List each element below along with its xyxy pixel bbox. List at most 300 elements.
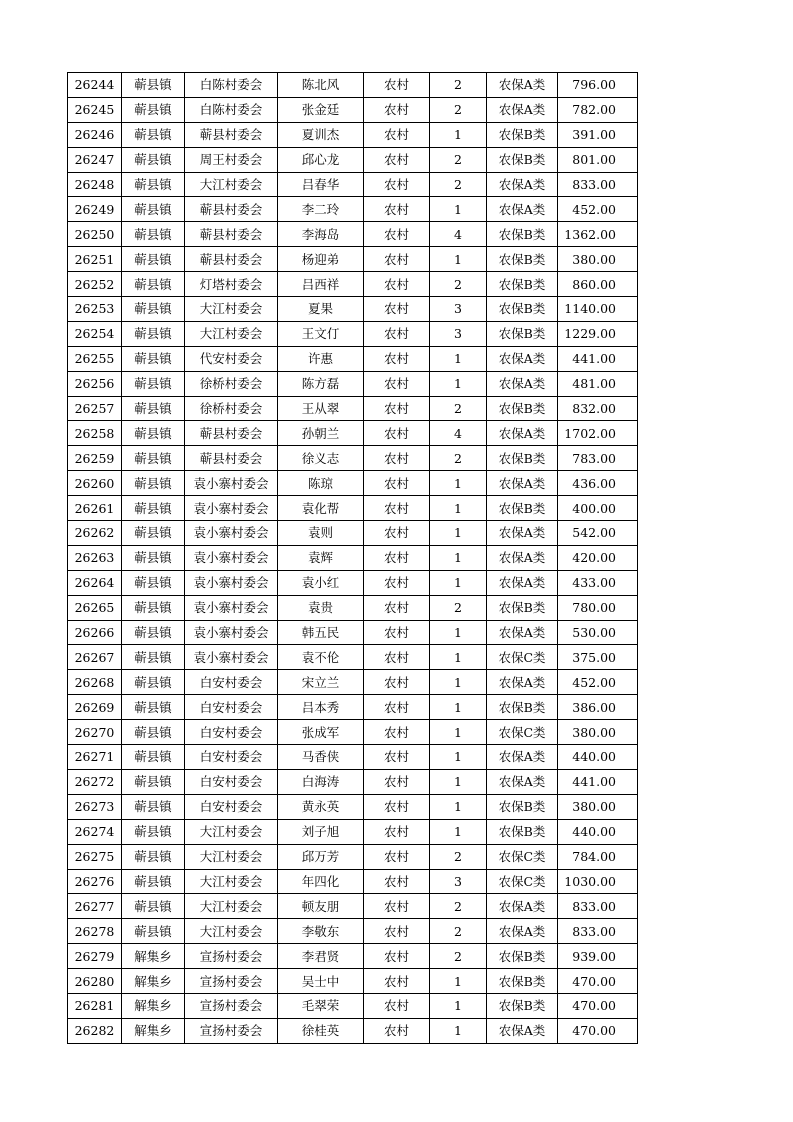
insurance-category-cell: 农保A类 [487,521,558,546]
household-type-cell: 农村 [364,421,430,446]
table-row [68,844,638,869]
household-type-cell: 农村 [364,247,430,272]
insurance-category-cell: 农保A类 [487,471,558,496]
township-cell: 蕲县镇 [122,272,185,297]
household-type-cell: 农村 [364,222,430,247]
table-row [68,396,638,421]
amount-cell: 420.00 [558,545,638,570]
amount-cell: 1702.00 [558,421,638,446]
household-size-cell: 2 [430,919,487,944]
household-size-cell: 1 [430,570,487,595]
household-type-cell: 农村 [364,670,430,695]
household-size-cell: 1 [430,247,487,272]
amount-cell: 440.00 [558,745,638,770]
township-cell: 蕲县镇 [122,869,185,894]
person-name-cell: 吕本秀 [278,695,364,720]
serial-number-cell: 26267 [68,645,122,670]
person-name-cell: 夏果 [278,297,364,322]
village-committee-cell: 白安村委会 [185,794,278,819]
serial-number-cell: 26276 [68,869,122,894]
amount-cell: 470.00 [558,969,638,994]
serial-number-cell: 26255 [68,346,122,371]
household-size-cell: 3 [430,321,487,346]
household-size-cell: 1 [430,197,487,222]
insurance-category-cell: 农保A类 [487,919,558,944]
amount-cell: 1362.00 [558,222,638,247]
person-name-cell: 袁小红 [278,570,364,595]
village-committee-cell: 白安村委会 [185,720,278,745]
serial-number-cell: 26282 [68,1018,122,1043]
household-type-cell: 农村 [364,297,430,322]
table-row [68,496,638,521]
household-type-cell: 农村 [364,844,430,869]
household-size-cell: 2 [430,894,487,919]
household-size-cell: 2 [430,172,487,197]
insurance-category-cell: 农保B类 [487,122,558,147]
serial-number-cell: 26245 [68,97,122,122]
amount-cell: 386.00 [558,695,638,720]
household-type-cell: 农村 [364,794,430,819]
township-cell: 蕲县镇 [122,720,185,745]
household-type-cell: 农村 [364,769,430,794]
serial-number-cell: 26250 [68,222,122,247]
serial-number-cell: 26262 [68,521,122,546]
records-body [68,73,638,1044]
person-name-cell: 袁贵 [278,595,364,620]
township-cell: 解集乡 [122,993,185,1018]
serial-number-cell: 26269 [68,695,122,720]
township-cell: 蕲县镇 [122,471,185,496]
serial-number-cell: 26251 [68,247,122,272]
household-type-cell: 农村 [364,471,430,496]
person-name-cell: 夏训杰 [278,122,364,147]
village-committee-cell: 大江村委会 [185,297,278,322]
person-name-cell: 白海涛 [278,769,364,794]
village-committee-cell: 袁小寨村委会 [185,521,278,546]
amount-cell: 452.00 [558,670,638,695]
household-size-cell: 1 [430,620,487,645]
person-name-cell: 刘子旭 [278,819,364,844]
household-type-cell: 农村 [364,595,430,620]
village-committee-cell: 白陈村委会 [185,97,278,122]
township-cell: 蕲县镇 [122,620,185,645]
amount-cell: 833.00 [558,172,638,197]
insurance-category-cell: 农保A类 [487,620,558,645]
village-committee-cell: 袁小寨村委会 [185,645,278,670]
household-size-cell: 1 [430,521,487,546]
table-row [68,247,638,272]
person-name-cell: 吴士中 [278,969,364,994]
village-committee-cell: 袁小寨村委会 [185,595,278,620]
household-size-cell: 1 [430,371,487,396]
serial-number-cell: 26260 [68,471,122,496]
household-type-cell: 农村 [364,819,430,844]
serial-number-cell: 26244 [68,73,122,98]
person-name-cell: 张金廷 [278,97,364,122]
table-row [68,471,638,496]
village-committee-cell: 袁小寨村委会 [185,620,278,645]
serial-number-cell: 26280 [68,969,122,994]
household-size-cell: 1 [430,1018,487,1043]
serial-number-cell: 26261 [68,496,122,521]
person-name-cell: 陈琼 [278,471,364,496]
amount-cell: 780.00 [558,595,638,620]
serial-number-cell: 26268 [68,670,122,695]
amount-cell: 801.00 [558,147,638,172]
township-cell: 蕲县镇 [122,421,185,446]
household-size-cell: 1 [430,645,487,670]
township-cell: 蕲县镇 [122,172,185,197]
person-name-cell: 杨迎弟 [278,247,364,272]
amount-cell: 380.00 [558,794,638,819]
amount-cell: 1229.00 [558,321,638,346]
serial-number-cell: 26253 [68,297,122,322]
village-committee-cell: 大江村委会 [185,172,278,197]
insurance-category-cell: 农保B类 [487,993,558,1018]
table-row [68,222,638,247]
table-row [68,969,638,994]
serial-number-cell: 26279 [68,944,122,969]
household-size-cell: 2 [430,595,487,620]
person-name-cell: 孙朝兰 [278,421,364,446]
household-size-cell: 1 [430,122,487,147]
township-cell: 蕲县镇 [122,371,185,396]
household-size-cell: 2 [430,147,487,172]
township-cell: 蕲县镇 [122,297,185,322]
table-row [68,695,638,720]
table-row [68,794,638,819]
serial-number-cell: 26270 [68,720,122,745]
township-cell: 蕲县镇 [122,247,185,272]
table-row [68,869,638,894]
village-committee-cell: 蕲县村委会 [185,222,278,247]
serial-number-cell: 26274 [68,819,122,844]
household-size-cell: 1 [430,769,487,794]
table-row [68,745,638,770]
household-size-cell: 3 [430,297,487,322]
township-cell: 蕲县镇 [122,794,185,819]
township-cell: 蕲县镇 [122,496,185,521]
insurance-category-cell: 农保A类 [487,545,558,570]
amount-cell: 542.00 [558,521,638,546]
amount-cell: 452.00 [558,197,638,222]
amount-cell: 470.00 [558,1018,638,1043]
household-size-cell: 1 [430,720,487,745]
insurance-category-cell: 农保B类 [487,496,558,521]
household-size-cell: 1 [430,819,487,844]
table-row [68,819,638,844]
table-row [68,720,638,745]
serial-number-cell: 26265 [68,595,122,620]
household-type-cell: 农村 [364,321,430,346]
village-committee-cell: 灯塔村委会 [185,272,278,297]
township-cell: 蕲县镇 [122,894,185,919]
person-name-cell: 马香侠 [278,745,364,770]
insurance-category-cell: 农保B类 [487,222,558,247]
township-cell: 蕲县镇 [122,645,185,670]
household-type-cell: 农村 [364,73,430,98]
household-size-cell: 1 [430,745,487,770]
amount-cell: 380.00 [558,247,638,272]
serial-number-cell: 26246 [68,122,122,147]
person-name-cell: 韩五民 [278,620,364,645]
village-committee-cell: 蕲县村委会 [185,421,278,446]
serial-number-cell: 26257 [68,396,122,421]
serial-number-cell: 26259 [68,446,122,471]
township-cell: 蕲县镇 [122,346,185,371]
household-size-cell: 1 [430,695,487,720]
village-committee-cell: 大江村委会 [185,919,278,944]
village-committee-cell: 蕲县村委会 [185,247,278,272]
amount-cell: 832.00 [558,396,638,421]
township-cell: 蕲县镇 [122,197,185,222]
household-type-cell: 农村 [364,346,430,371]
person-name-cell: 黄永英 [278,794,364,819]
township-cell: 解集乡 [122,1018,185,1043]
serial-number-cell: 26275 [68,844,122,869]
table-row [68,1018,638,1043]
insurance-category-cell: 农保A类 [487,421,558,446]
serial-number-cell: 26277 [68,894,122,919]
amount-cell: 833.00 [558,919,638,944]
amount-cell: 860.00 [558,272,638,297]
household-type-cell: 农村 [364,197,430,222]
village-committee-cell: 宣扬村委会 [185,944,278,969]
amount-cell: 441.00 [558,346,638,371]
table-row [68,97,638,122]
household-type-cell: 农村 [364,969,430,994]
household-size-cell: 1 [430,794,487,819]
household-size-cell: 2 [430,272,487,297]
village-committee-cell: 袁小寨村委会 [185,570,278,595]
amount-cell: 784.00 [558,844,638,869]
table-row [68,297,638,322]
insurance-category-cell: 农保A类 [487,172,558,197]
household-size-cell: 2 [430,73,487,98]
person-name-cell: 袁则 [278,521,364,546]
household-size-cell: 1 [430,670,487,695]
table-row [68,545,638,570]
insurance-category-cell: 农保A类 [487,745,558,770]
serial-number-cell: 26258 [68,421,122,446]
household-type-cell: 农村 [364,446,430,471]
insurance-category-cell: 农保A类 [487,570,558,595]
household-type-cell: 农村 [364,521,430,546]
village-committee-cell: 白安村委会 [185,745,278,770]
table-row [68,147,638,172]
township-cell: 蕲县镇 [122,222,185,247]
household-type-cell: 农村 [364,720,430,745]
table-row [68,919,638,944]
amount-cell: 400.00 [558,496,638,521]
township-cell: 蕲县镇 [122,321,185,346]
amount-cell: 441.00 [558,769,638,794]
amount-cell: 433.00 [558,570,638,595]
village-committee-cell: 白安村委会 [185,670,278,695]
insurance-category-cell: 农保B类 [487,147,558,172]
village-committee-cell: 白安村委会 [185,769,278,794]
amount-cell: 391.00 [558,122,638,147]
table-row [68,595,638,620]
village-committee-cell: 大江村委会 [185,321,278,346]
household-type-cell: 农村 [364,919,430,944]
person-name-cell: 年四化 [278,869,364,894]
serial-number-cell: 26278 [68,919,122,944]
table-row [68,172,638,197]
township-cell: 蕲县镇 [122,695,185,720]
township-cell: 蕲县镇 [122,844,185,869]
township-cell: 蕲县镇 [122,670,185,695]
person-name-cell: 宋立兰 [278,670,364,695]
person-name-cell: 徐义志 [278,446,364,471]
amount-cell: 1140.00 [558,297,638,322]
township-cell: 解集乡 [122,944,185,969]
serial-number-cell: 26256 [68,371,122,396]
amount-cell: 481.00 [558,371,638,396]
insurance-category-cell: 农保C类 [487,844,558,869]
household-type-cell: 农村 [364,745,430,770]
serial-number-cell: 26254 [68,321,122,346]
village-committee-cell: 蕲县村委会 [185,446,278,471]
township-cell: 蕲县镇 [122,819,185,844]
insurance-category-cell: 农保B类 [487,944,558,969]
village-committee-cell: 徐桥村委会 [185,371,278,396]
household-type-cell: 农村 [364,1018,430,1043]
person-name-cell: 李敬东 [278,919,364,944]
insurance-category-cell: 农保B类 [487,595,558,620]
household-type-cell: 农村 [364,894,430,919]
village-committee-cell: 袁小寨村委会 [185,471,278,496]
township-cell: 蕲县镇 [122,97,185,122]
person-name-cell: 张成军 [278,720,364,745]
amount-cell: 380.00 [558,720,638,745]
household-type-cell: 农村 [364,147,430,172]
household-size-cell: 1 [430,545,487,570]
household-type-cell: 农村 [364,695,430,720]
insurance-category-cell: 农保A类 [487,371,558,396]
amount-cell: 470.00 [558,993,638,1018]
table-row [68,446,638,471]
household-type-cell: 农村 [364,545,430,570]
insurance-category-cell: 农保C类 [487,869,558,894]
household-size-cell: 1 [430,346,487,371]
household-type-cell: 农村 [364,570,430,595]
table-row [68,645,638,670]
amount-cell: 375.00 [558,645,638,670]
insurance-category-cell: 农保B类 [487,819,558,844]
insurance-category-cell: 农保C类 [487,720,558,745]
amount-cell: 833.00 [558,894,638,919]
table-row [68,321,638,346]
township-cell: 蕲县镇 [122,521,185,546]
amount-cell: 1030.00 [558,869,638,894]
serial-number-cell: 26264 [68,570,122,595]
village-committee-cell: 蕲县村委会 [185,197,278,222]
person-name-cell: 邱心龙 [278,147,364,172]
village-committee-cell: 宣扬村委会 [185,1018,278,1043]
insurance-category-cell: 农保A类 [487,97,558,122]
household-size-cell: 2 [430,944,487,969]
insurance-category-cell: 农保A类 [487,769,558,794]
person-name-cell: 顿友朋 [278,894,364,919]
table-row [68,670,638,695]
household-type-cell: 农村 [364,993,430,1018]
insurance-category-cell: 农保B类 [487,247,558,272]
township-cell: 蕲县镇 [122,545,185,570]
insurance-category-cell: 农保A类 [487,346,558,371]
serial-number-cell: 26248 [68,172,122,197]
table-row [68,197,638,222]
person-name-cell: 王文仃 [278,321,364,346]
amount-cell: 939.00 [558,944,638,969]
insurance-category-cell: 农保A类 [487,670,558,695]
person-name-cell: 王从翠 [278,396,364,421]
village-committee-cell: 大江村委会 [185,819,278,844]
village-committee-cell: 宣扬村委会 [185,969,278,994]
village-committee-cell: 大江村委会 [185,869,278,894]
person-name-cell: 许惠 [278,346,364,371]
household-size-cell: 3 [430,869,487,894]
village-committee-cell: 代安村委会 [185,346,278,371]
person-name-cell: 袁不伦 [278,645,364,670]
insurance-category-cell: 农保B类 [487,969,558,994]
table-row [68,769,638,794]
amount-cell: 440.00 [558,819,638,844]
insurance-category-cell: 农保B类 [487,321,558,346]
person-name-cell: 毛翠荣 [278,993,364,1018]
person-name-cell: 陈方磊 [278,371,364,396]
insurance-category-cell: 农保A类 [487,197,558,222]
household-type-cell: 农村 [364,944,430,969]
table-row [68,620,638,645]
household-type-cell: 农村 [364,496,430,521]
table-row [68,993,638,1018]
township-cell: 蕲县镇 [122,446,185,471]
table-row [68,521,638,546]
person-name-cell: 徐桂英 [278,1018,364,1043]
household-size-cell: 4 [430,421,487,446]
person-name-cell: 邱万芳 [278,844,364,869]
township-cell: 蕲县镇 [122,396,185,421]
table-row [68,73,638,98]
table-row [68,122,638,147]
records-table [67,72,638,1044]
serial-number-cell: 26272 [68,769,122,794]
household-type-cell: 农村 [364,122,430,147]
table-row [68,944,638,969]
household-type-cell: 农村 [364,869,430,894]
insurance-category-cell: 农保B类 [487,272,558,297]
township-cell: 解集乡 [122,969,185,994]
village-committee-cell: 白陈村委会 [185,73,278,98]
table-row [68,570,638,595]
person-name-cell: 吕春华 [278,172,364,197]
person-name-cell: 袁辉 [278,545,364,570]
household-size-cell: 2 [430,396,487,421]
insurance-category-cell: 农保B类 [487,446,558,471]
serial-number-cell: 26271 [68,745,122,770]
household-size-cell: 1 [430,471,487,496]
person-name-cell: 陈北风 [278,73,364,98]
person-name-cell: 吕西祥 [278,272,364,297]
village-committee-cell: 蕲县村委会 [185,122,278,147]
household-type-cell: 农村 [364,371,430,396]
amount-cell: 783.00 [558,446,638,471]
township-cell: 蕲县镇 [122,745,185,770]
serial-number-cell: 26247 [68,147,122,172]
household-type-cell: 农村 [364,645,430,670]
serial-number-cell: 26252 [68,272,122,297]
